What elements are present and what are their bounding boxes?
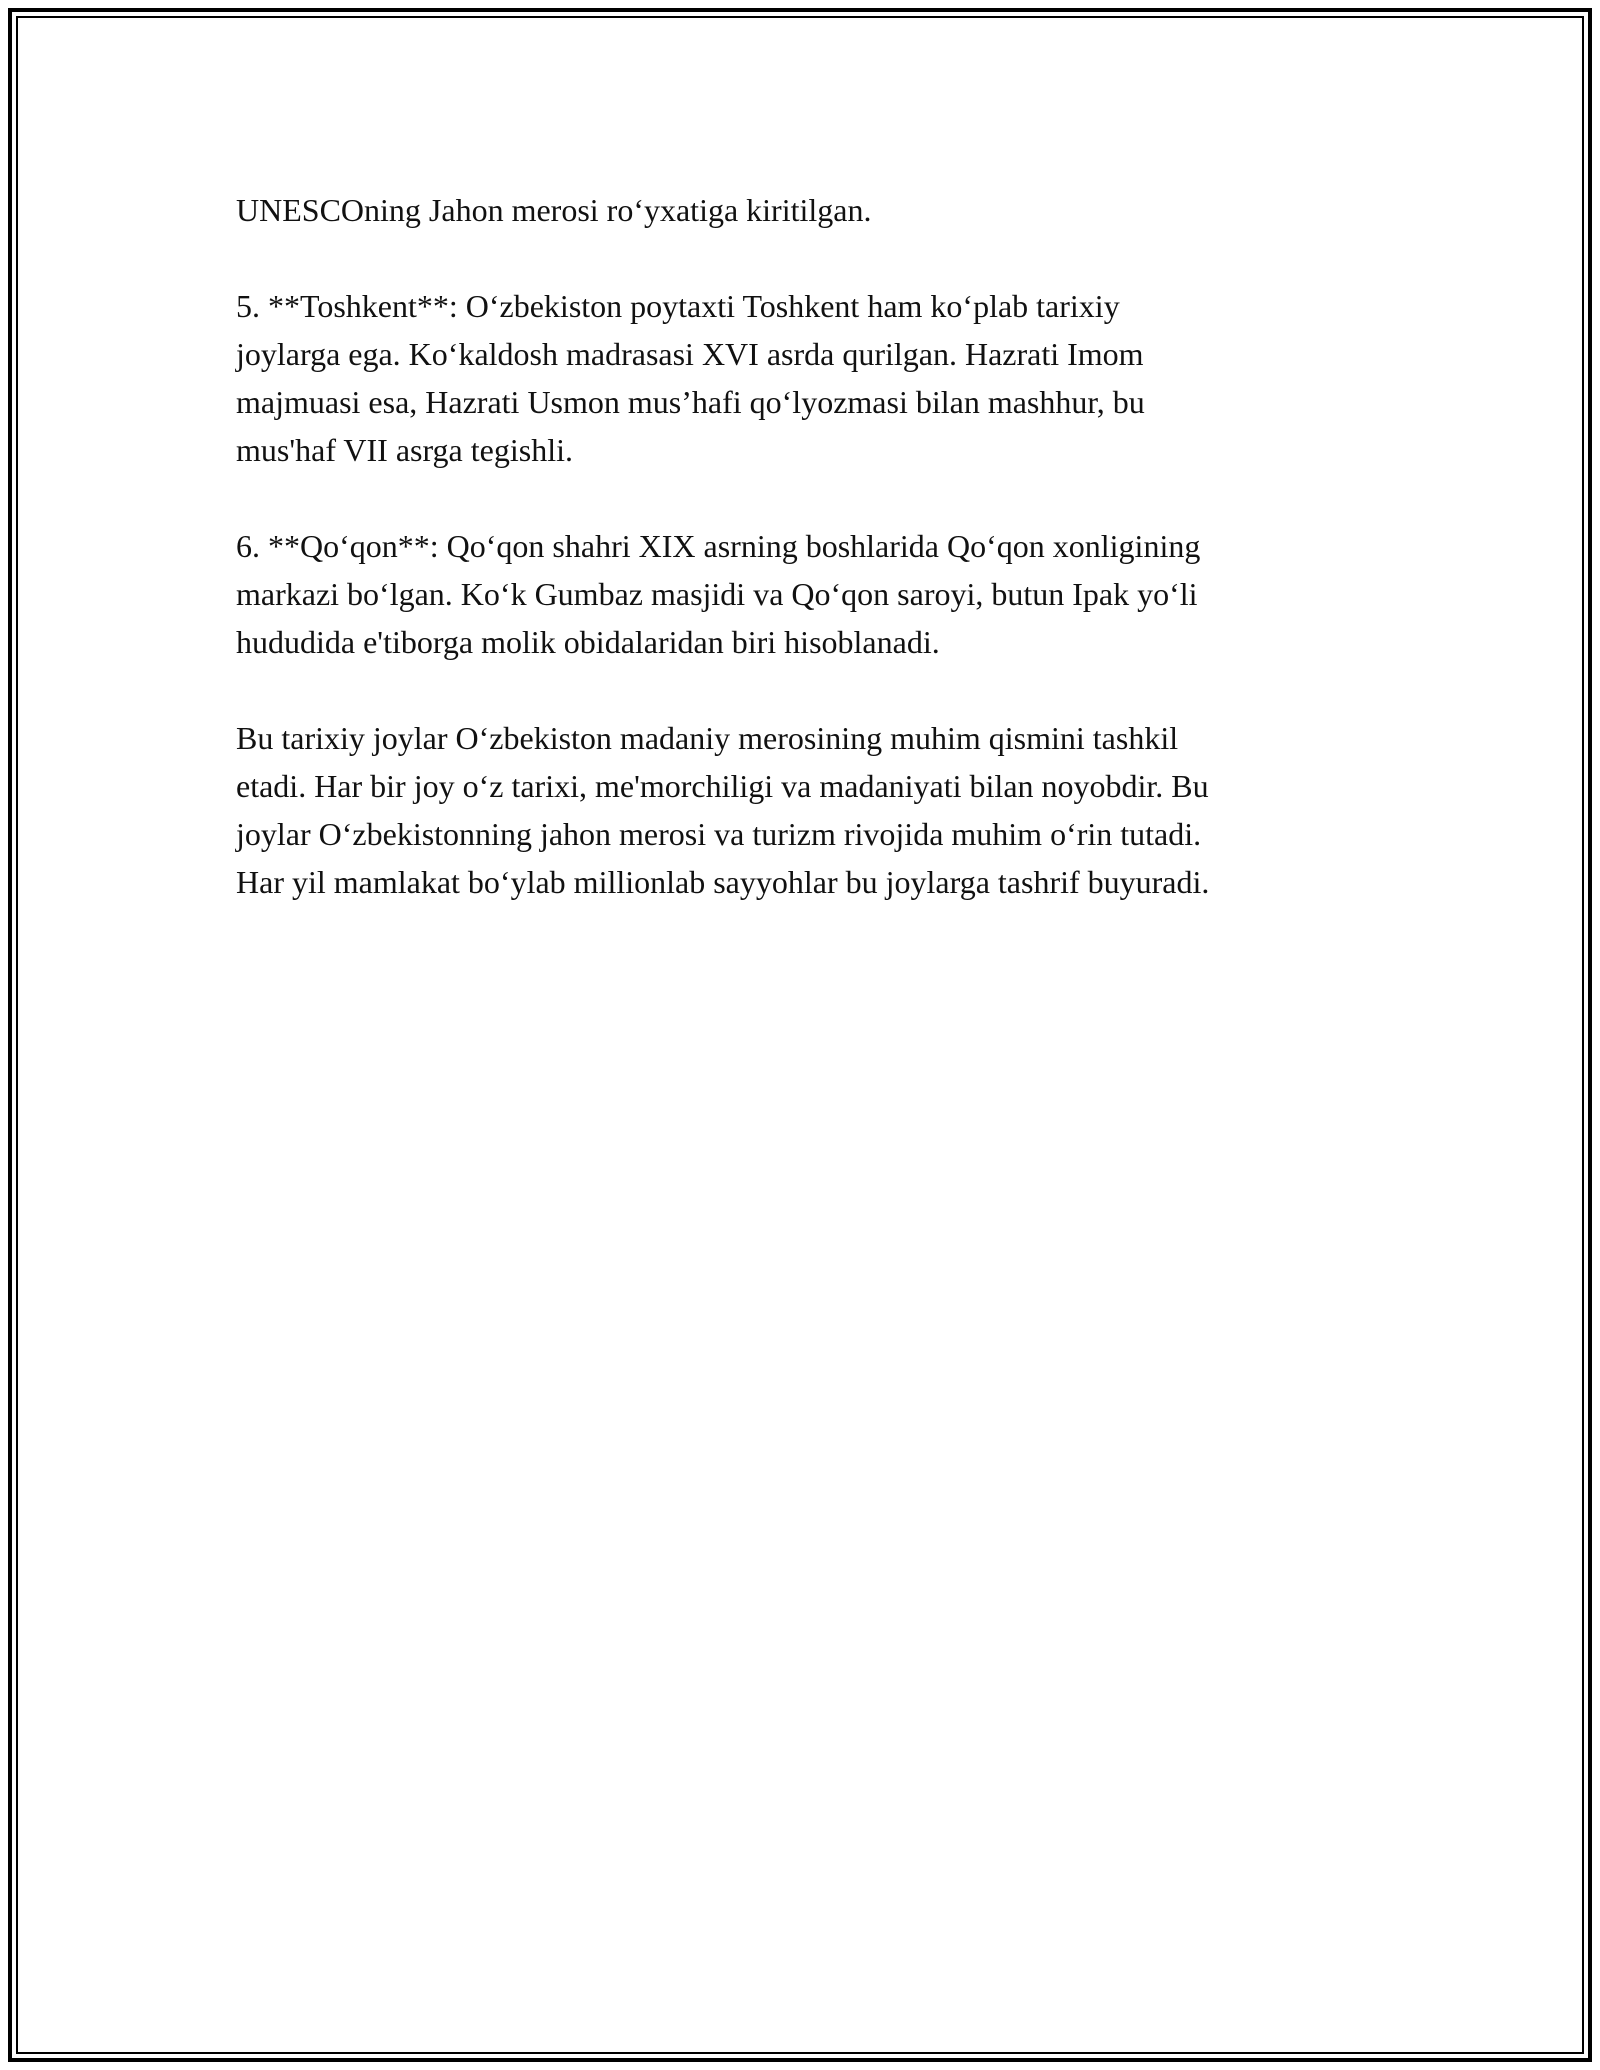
paragraph-conclusion: Bu tarixiy joylar O‘zbekiston madaniy merosining muhim qismini tashkil etadi. Har bir joy o‘z tarixi, me'morchiligi va madaniyati bilan noyobdir. Bu joylar O‘zbekistonning jahon merosi va turizm rivojida muhim o‘rin tutadi. Har yil mamlakat bo‘ylab millionlab sayyohlar bu joylarga tashrif buyuradi. xyxy=(236,720,1210,900)
paragraph-unesco: UNESCOning Jahon merosi ro‘yxatiga kiritilgan. xyxy=(236,192,872,228)
paragraph-qoqon: 6. **Qo‘qon**: Qo‘qon shahri XIX asrning boshlarida Qo‘qon xonligining markazi bo‘lgan. Ko‘k Gumbaz masjidi va Qo‘qon saroyi, butun Ipak yo‘li hududida e'tiborga molik obidalaridan biri hisoblanadi. xyxy=(236,528,1201,660)
document-body xyxy=(236,186,1366,954)
paragraph-toshkent: 5. **Toshkent**: O‘zbekiston poytaxti Toshkent ham ko‘plab tarixiy joylarga ega. Ko‘kaldosh madrasasi XVI asrda qurilgan. Hazrati Imom majmuasi esa, Hazrati Usmon mus’hafi qo‘lyozmasi bilan mashhur, bu mus'haf VII asrga tegishli. xyxy=(236,288,1145,468)
